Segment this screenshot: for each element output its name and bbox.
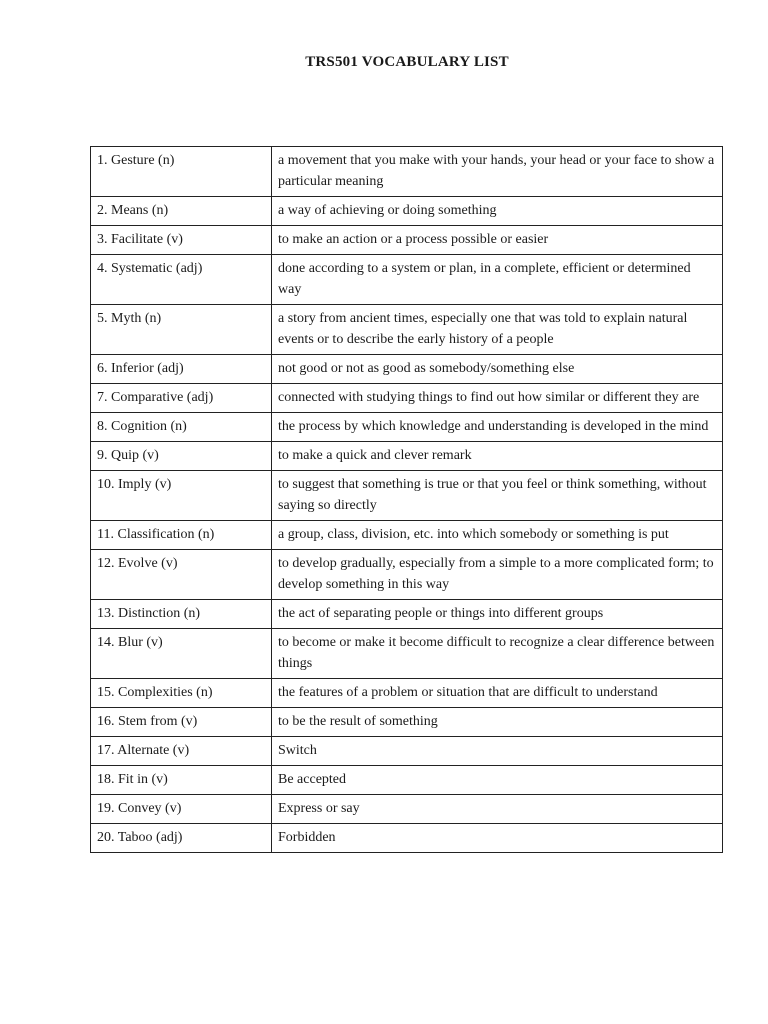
- vocab-term: 17. Alternate (v): [91, 737, 272, 766]
- vocab-term: 1. Gesture (n): [91, 147, 272, 197]
- table-row: [91, 226, 723, 255]
- vocab-term: 13. Distinction (n): [91, 600, 272, 629]
- vocab-definition: Express or say: [272, 795, 723, 824]
- table-row: [91, 471, 723, 521]
- vocab-definition: connected with studying things to find out how similar or different they are: [272, 384, 723, 413]
- table-row: [91, 521, 723, 550]
- vocab-term: 19. Convey (v): [91, 795, 272, 824]
- vocab-term: 9. Quip (v): [91, 442, 272, 471]
- vocab-definition: Be accepted: [272, 766, 723, 795]
- vocab-term: 12. Evolve (v): [91, 550, 272, 600]
- vocab-term: 15. Complexities (n): [91, 679, 272, 708]
- table-row: [91, 795, 723, 824]
- vocab-definition: not good or not as good as somebody/something else: [272, 355, 723, 384]
- table-row: [91, 255, 723, 305]
- vocabulary-table: [90, 146, 723, 853]
- table-row: [91, 413, 723, 442]
- vocab-definition: to suggest that something is true or that you feel or think something, without saying so directly: [272, 471, 723, 521]
- table-row: [91, 737, 723, 766]
- vocab-definition: the act of separating people or things into different groups: [272, 600, 723, 629]
- vocab-definition: to become or make it become difficult to recognize a clear difference between things: [272, 629, 723, 679]
- vocab-definition: done according to a system or plan, in a complete, efficient or determined way: [272, 255, 723, 305]
- vocab-definition: to make a quick and clever remark: [272, 442, 723, 471]
- vocab-definition: the features of a problem or situation that are difficult to understand: [272, 679, 723, 708]
- table-row: [91, 442, 723, 471]
- vocab-definition: to be the result of something: [272, 708, 723, 737]
- table-row: [91, 384, 723, 413]
- table-row: [91, 679, 723, 708]
- table-row: [91, 708, 723, 737]
- vocabulary-table-body: [91, 147, 723, 853]
- vocab-definition: to make an action or a process possible or easier: [272, 226, 723, 255]
- vocab-definition: a group, class, division, etc. into which somebody or something is put: [272, 521, 723, 550]
- table-row: [91, 197, 723, 226]
- vocab-term: 5. Myth (n): [91, 305, 272, 355]
- vocab-term: 11. Classification (n): [91, 521, 272, 550]
- vocab-definition: a story from ancient times, especially one that was told to explain natural events or to describe the early history of a people: [272, 305, 723, 355]
- vocab-term: 3. Facilitate (v): [91, 226, 272, 255]
- table-row: [91, 305, 723, 355]
- vocab-term: 8. Cognition (n): [91, 413, 272, 442]
- vocab-term: 4. Systematic (adj): [91, 255, 272, 305]
- table-row: [91, 629, 723, 679]
- vocab-term: 7. Comparative (adj): [91, 384, 272, 413]
- table-row: [91, 355, 723, 384]
- vocab-term: 16. Stem from (v): [91, 708, 272, 737]
- vocab-definition: a movement that you make with your hands, your head or your face to show a particular meaning: [272, 147, 723, 197]
- vocab-term: 20. Taboo (adj): [91, 824, 272, 853]
- vocab-definition: a way of achieving or doing something: [272, 197, 723, 226]
- table-row: [91, 824, 723, 853]
- vocab-term: 18. Fit in (v): [91, 766, 272, 795]
- vocab-definition: to develop gradually, especially from a simple to a more complicated form; to develop something in this way: [272, 550, 723, 600]
- document-title: TRS501 VOCABULARY LIST: [305, 54, 509, 70]
- vocab-term: 10. Imply (v): [91, 471, 272, 521]
- vocab-term: 2. Means (n): [91, 197, 272, 226]
- table-row: [91, 766, 723, 795]
- vocab-definition: Switch: [272, 737, 723, 766]
- vocab-term: 14. Blur (v): [91, 629, 272, 679]
- vocab-definition: the process by which knowledge and understanding is developed in the mind: [272, 413, 723, 442]
- table-row: [91, 550, 723, 600]
- vocab-definition: Forbidden: [272, 824, 723, 853]
- table-row: [91, 147, 723, 197]
- table-row: [91, 600, 723, 629]
- vocab-term: 6. Inferior (adj): [91, 355, 272, 384]
